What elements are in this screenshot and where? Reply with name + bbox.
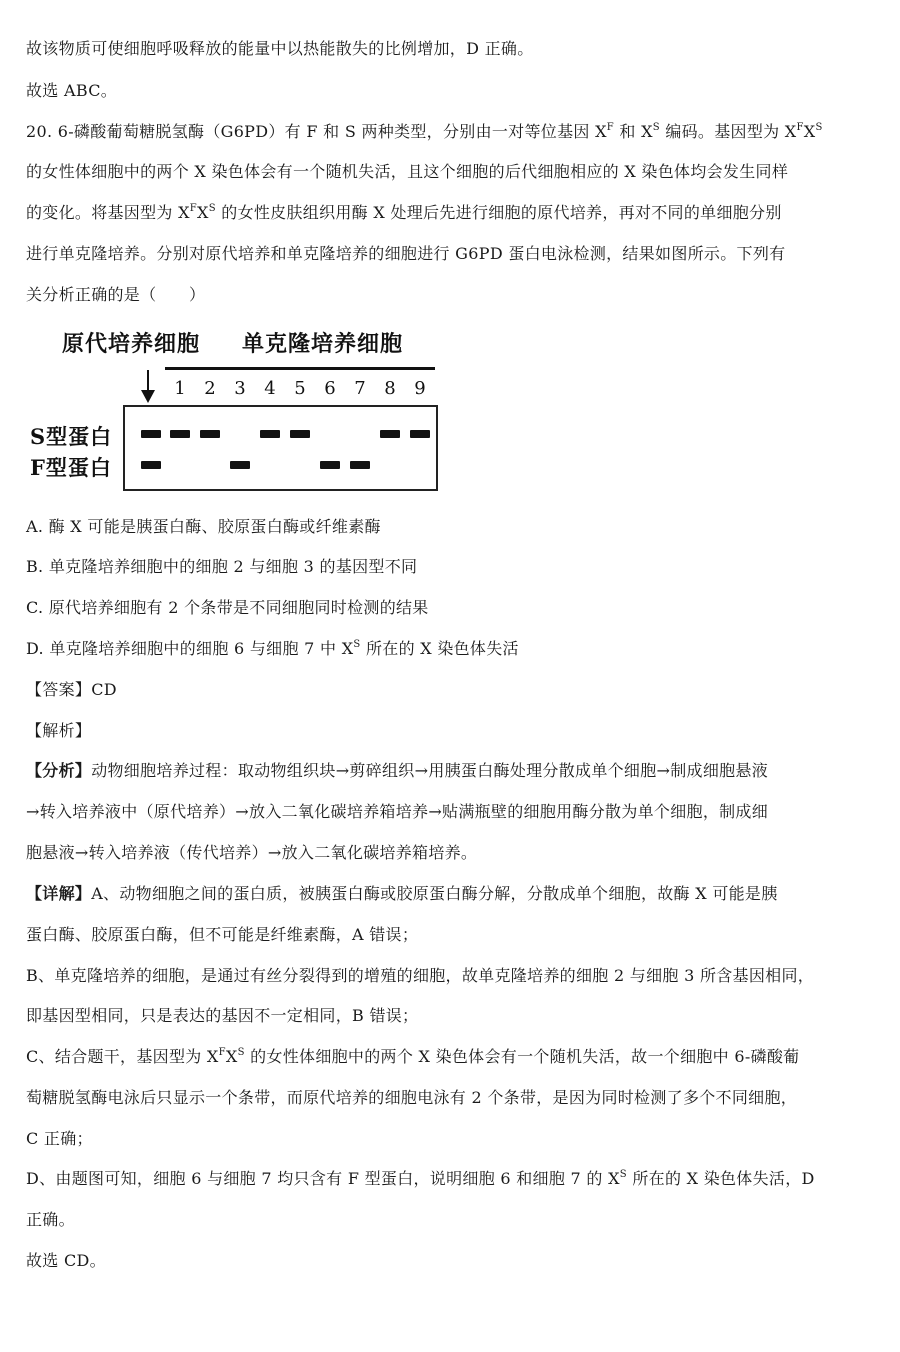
arrow-down-icon: [138, 370, 158, 404]
detail-line: 【详解】A、动物细胞之间的蛋白质，被胰蛋白酶或胶原蛋白酶分解，分散成单个细胞，故酶 X 可能是胰: [26, 884, 778, 903]
lane-number: 7: [354, 378, 366, 399]
band-lane-9-s: [410, 430, 430, 438]
analysis-line: 【分析】动物细胞培养过程：取动物组织块→剪碎组织→用胰蛋白酶处理分散成单个细胞→制成细胞悬液: [26, 761, 769, 780]
row-label-f: F型蛋白: [30, 455, 112, 480]
lane-number: 9: [414, 378, 426, 399]
detail-line: 即基因型相同，只是表达的基因不一定相同，B 错误；: [26, 1006, 419, 1025]
lane-number: 3: [234, 378, 246, 399]
band-primary-s: [141, 430, 161, 438]
clone-group-bar: [165, 367, 435, 370]
row-label-s: S型蛋白: [30, 424, 113, 449]
text-line: 故选 ABC。: [26, 81, 118, 100]
answer-line: 【答案】CD: [26, 680, 117, 699]
lane-number: 1: [174, 378, 186, 399]
lane-number: 4: [264, 378, 276, 399]
gel-frame: [123, 405, 438, 491]
band-lane-8-s: [380, 430, 400, 438]
label-clone-culture: 单克隆培养细胞: [242, 331, 404, 357]
analysis-line: 胞悬液→转入培养液（传代培养）→放入二氧化碳培养箱培养。: [26, 843, 478, 862]
band-lane-2-s: [200, 430, 220, 438]
detail-line: C 正确；: [26, 1129, 93, 1148]
option-b: B. 单克隆培养细胞中的细胞 2 与细胞 3 的基因型不同: [26, 557, 418, 576]
analysis-heading: 【解析】: [26, 721, 92, 740]
question-line: 的变化。将基因型为 $X^FX^S$ 的女性皮肤组织用酶 X 处理后先进行细胞的原代培养，再对不同的单细胞分别: [26, 202, 782, 222]
analysis-line: →转入培养液中（原代培养）→放入二氧化碳培养箱培养→贴满瓶壁的细胞用酶分散为单个细胞，制成细: [26, 802, 769, 821]
detail-line: C、结合题干，基因型为 $X^FX^S$ 的女性体细胞中的两个 X 染色体会有一个随机失活，故一个细胞中 6-磷酸葡: [26, 1046, 800, 1066]
lane-number: 5: [294, 378, 306, 399]
text-line: 故该物质可使细胞呼吸释放的能量中以热能散失的比例增加，D 正确。: [26, 39, 534, 58]
band-lane-1-s: [170, 430, 190, 438]
detail-line: D、由题图可知，细胞 6 与细胞 7 均只含有 F 型蛋白，说明细胞 6 和细胞 7 的 $X^S$ 所在的 X 染色体失活，D: [26, 1168, 815, 1188]
detail-line: 萄糖脱氢酶电泳后只显示一个条带，而原代培养的细胞电泳有 2 个条带，是因为同时检测了多个不同细胞，: [26, 1088, 798, 1107]
detail-line: 故选 CD。: [26, 1251, 106, 1270]
lane-number: 6: [324, 378, 336, 399]
lane-number: 2: [204, 378, 216, 399]
option-d: D. 单克隆培养细胞中的细胞 6 与细胞 7 中 $X^S$ 所在的 X 染色体失活: [26, 638, 519, 658]
label-primary-culture: 原代培养细胞: [62, 331, 201, 357]
option-a: A. 酶 X 可能是胰蛋白酶、胶原蛋白酶或纤维素酶: [26, 517, 381, 536]
question-line: 的女性体细胞中的两个 X 染色体会有一个随机失活，且这个细胞的后代细胞相应的 X 染色体均会发生同样: [26, 162, 789, 181]
band-lane-4-s: [260, 430, 280, 438]
band-lane-7-f: [350, 461, 370, 469]
detail-line: B、单克隆培养的细胞，是通过有丝分裂得到的增殖的细胞，故单克隆培养的细胞 2 与细胞 3 所含基因相同，: [26, 966, 815, 985]
band-primary-f: [141, 461, 161, 469]
question-line: 20. 6-磷酸葡萄糖脱氢酶（G6PD）有 F 和 S 两种类型，分别由一对等位基因 $X^F$ 和 $X^S$ 编码。基因型为 $X^FX^S$: [26, 121, 823, 141]
detail-line: 蛋白酶、胶原蛋白酶，但不可能是纤维素酶，A 错误；: [26, 925, 419, 944]
detail-line: 正确。: [26, 1210, 75, 1229]
band-lane-3-f: [230, 461, 250, 469]
lane-number: 8: [384, 378, 396, 399]
band-lane-6-f: [320, 461, 340, 469]
option-c: C. 原代培养细胞有 2 个条带是不同细胞同时检测的结果: [26, 598, 429, 617]
question-line: 关分析正确的是（ ）: [26, 285, 206, 304]
question-line: 进行单克隆培养。分别对原代培养和单克隆培养的细胞进行 G6PD 蛋白电泳检测，结果如图所示。下列有: [26, 244, 786, 263]
band-lane-5-s: [290, 430, 310, 438]
